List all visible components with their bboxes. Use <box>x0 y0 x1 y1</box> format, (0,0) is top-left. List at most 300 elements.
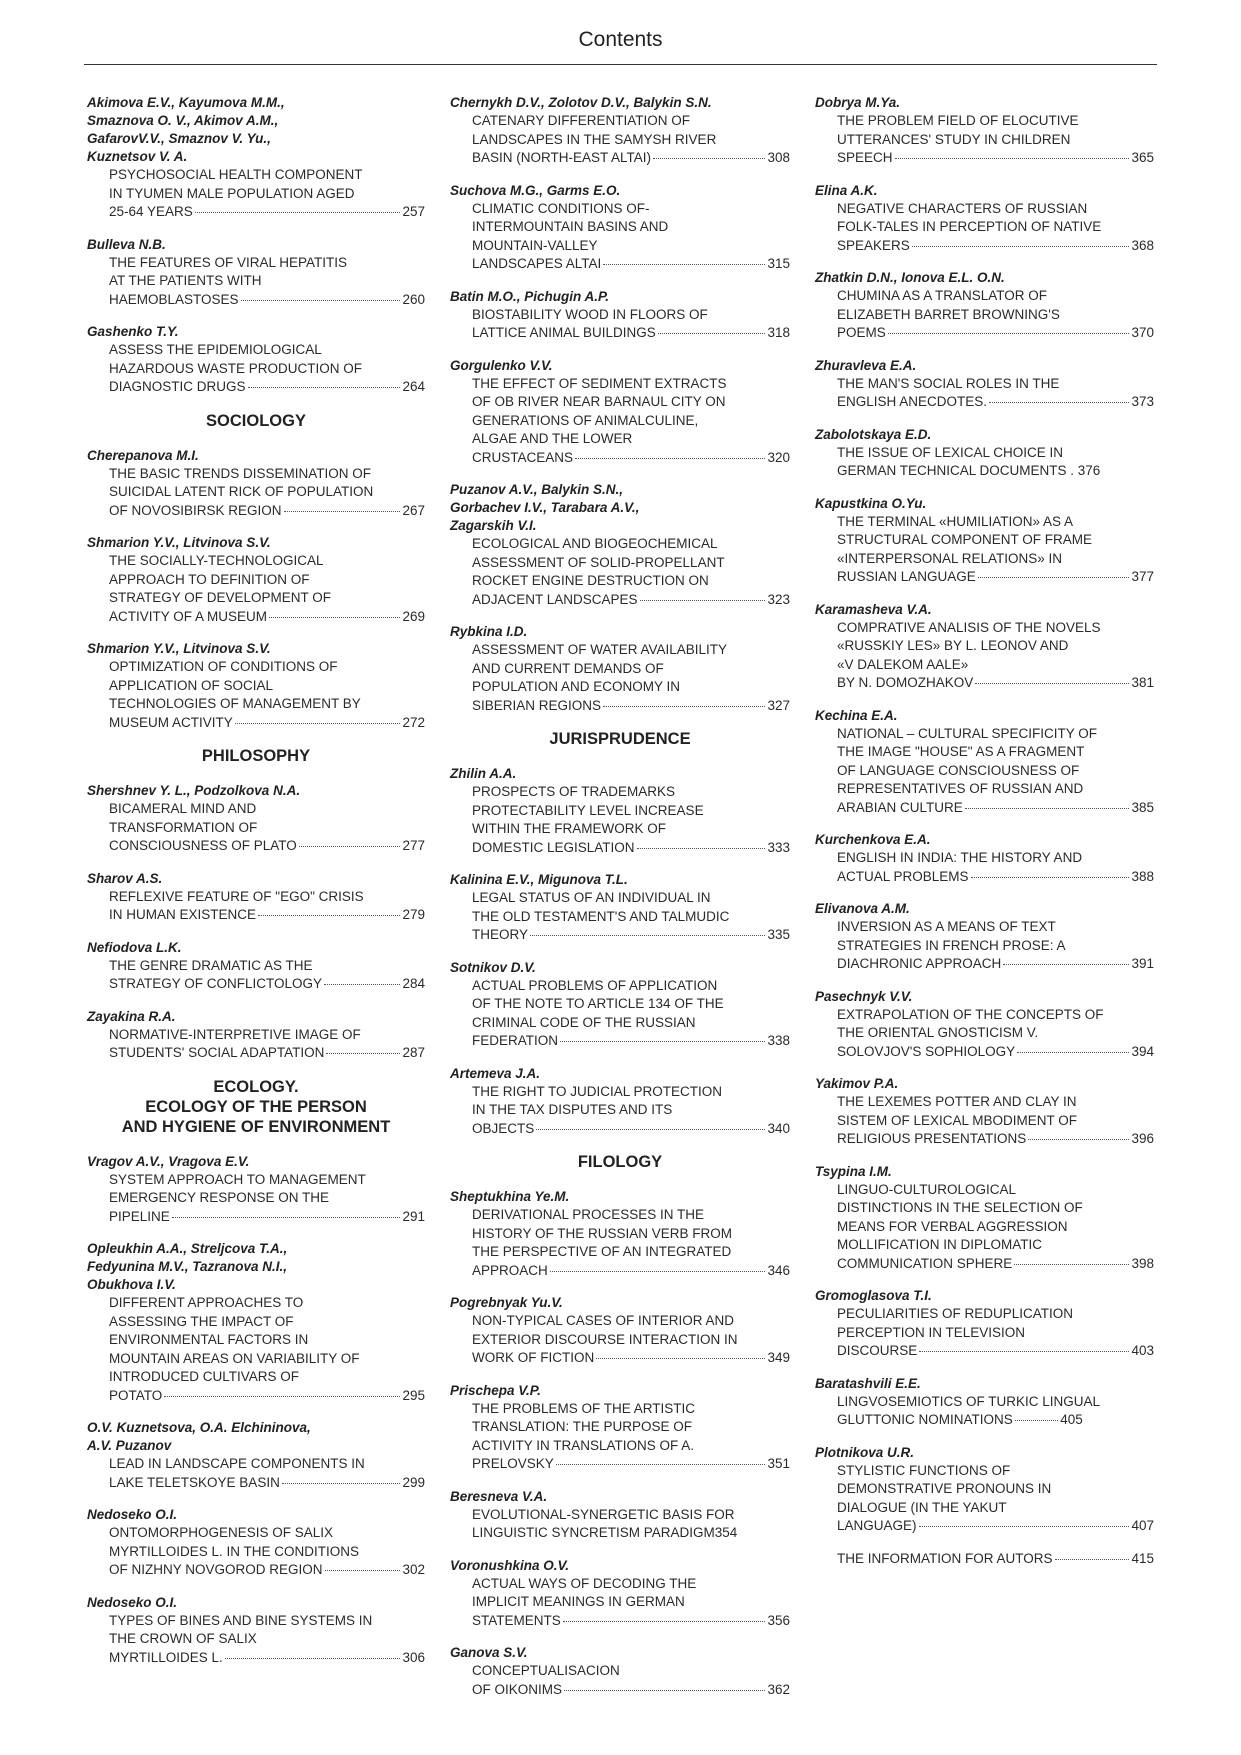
dot-leader <box>575 458 765 459</box>
entry-title-text: SOLOVJOV'S SOPHIOLOGY <box>837 1043 1016 1059</box>
entry-title-line: ALGAE AND THE LOWER <box>472 431 633 446</box>
page-number: 385 <box>1131 799 1154 815</box>
page-number: 320 <box>767 449 790 465</box>
entry-title-last-line <box>450 1612 790 1631</box>
toc-entry[interactable] <box>87 534 425 626</box>
page-number: 377 <box>1131 569 1154 584</box>
entry-title-text: ARABIAN CULTURE <box>837 799 963 815</box>
entry-title-text: RELIGIOUS PRESENTATIONS <box>837 1131 1027 1146</box>
toc-entry[interactable] <box>450 94 790 168</box>
entry-title-line: THE MAN'S SOCIAL ROLES IN THE <box>837 375 1060 391</box>
entry-title-line: ASSESSING THE IMPACT OF <box>109 1313 294 1329</box>
entry-title-last-line <box>87 1208 425 1227</box>
entry-title-text: POEMS <box>837 325 886 340</box>
entry-title-line: STYLISTIC FUNCTIONS OF <box>837 1462 1011 1478</box>
toc-entry[interactable] <box>450 1557 790 1631</box>
entry-title-last-line <box>450 324 790 343</box>
entry-title-text: POTATO <box>109 1387 163 1403</box>
toc-entry[interactable] <box>815 357 1154 412</box>
toc-entry[interactable] <box>450 288 790 343</box>
entry-title-line: STRUCTURAL COMPONENT OF FRAME <box>837 532 1093 547</box>
toc-entry[interactable] <box>450 871 790 945</box>
entry-title-text: MYRTILLOIDES L. <box>109 1649 223 1665</box>
entry-title-text: OBJECTS <box>472 1120 535 1136</box>
toc-entry[interactable] <box>87 1153 425 1227</box>
entry-authors: Tsypina I.M. <box>815 1163 892 1179</box>
entry-title-line: UTTERANCES' STUDY IN CHILDREN <box>837 131 1071 147</box>
entry-title-text: ENGLISH ANECDOTES. <box>837 394 988 409</box>
dot-leader <box>919 1526 1130 1527</box>
entry-authors: Gromoglasova T.I. <box>815 1288 932 1303</box>
toc-entry[interactable] <box>450 623 790 715</box>
page-number: 306 <box>402 1649 425 1665</box>
entry-authors: Sotnikov D.V. <box>450 959 536 975</box>
dot-leader <box>225 1658 401 1659</box>
entry-title-line: TRANSLATION: THE PURPOSE OF <box>472 1419 693 1434</box>
entry-title-line: PECULIARITIES OF REDUPLICATION <box>837 1306 1074 1321</box>
dot-leader <box>1003 964 1129 965</box>
entry-title-text: ACTUAL PROBLEMS <box>837 868 969 884</box>
toc-entry[interactable] <box>815 601 1154 693</box>
entry-title-last-line <box>87 203 425 222</box>
toc-entry[interactable] <box>87 94 425 222</box>
entry-title-last-line <box>815 1393 1154 1430</box>
page-number: 346 <box>767 1262 790 1278</box>
page-number: 405 <box>1060 1412 1083 1427</box>
entry-title-line: ACTIVITY IN TRANSLATIONS OF A. <box>472 1437 695 1453</box>
entry-authors: Akimova E.V., Kayumova M.M., Smaznova O. V., Akimov A.M., GafarovV.V., Smaznov V. Yu., Kuznetsov V. A. <box>87 95 285 164</box>
entry-title-line: STRATEGY OF DEVELOPMENT OF <box>109 590 332 605</box>
page-number: 356 <box>767 1612 790 1628</box>
entry-authors: Prischepa V.P. <box>450 1382 541 1398</box>
entry-authors: Artemeva J.A. <box>450 1065 541 1081</box>
toc-entry[interactable] <box>87 782 425 856</box>
entry-title-last-line <box>450 839 790 858</box>
entry-title-line: THE BASIC TRENDS DISSEMINATION OF <box>109 465 372 481</box>
entry-authors: Baratashvili E.E. <box>815 1375 921 1391</box>
entry-title-line: CHUMINA AS A TRANSLATOR OF <box>837 288 1048 303</box>
page-title: Contents <box>578 28 663 51</box>
dot-leader <box>235 723 401 724</box>
entry-title-line: INVERSION AS A MEANS OF TEXT <box>837 919 1056 934</box>
toc-entry[interactable] <box>87 870 425 925</box>
entry-title-text: LANGUAGE) <box>837 1518 917 1533</box>
toc-entry[interactable] <box>815 831 1154 886</box>
page-number: 388 <box>1131 868 1154 884</box>
entry-title-line: OPTIMIZATION OF CONDITIONS OF <box>109 659 338 674</box>
entry-title-line: REFLEXIVE FEATURE OF "EGO" CRISIS <box>109 888 364 904</box>
section-heading: ECOLOGY. ECOLOGY OF THE PERSON AND HYGIENE OF ENVIRONMENT <box>121 1077 391 1136</box>
entry-title-line: THE SOCIALLY-TECHNOLOGICAL <box>109 553 324 568</box>
entry-title-text: THEORY <box>472 927 529 942</box>
entry-authors: Cherepanova M.I. <box>87 447 199 463</box>
dot-leader <box>530 935 765 936</box>
dot-leader <box>1017 1052 1129 1053</box>
dot-leader <box>912 246 1130 247</box>
dot-leader <box>895 158 1130 159</box>
entry-title-text: DISCOURSE <box>837 1343 918 1358</box>
page-number: 260 <box>402 291 425 307</box>
entry-title-last-line <box>815 149 1154 168</box>
entry-title-line: ONTOMORPHOGENESIS OF SALIX <box>109 1525 334 1540</box>
entry-authors: Voronushkina O.V. <box>450 1557 570 1573</box>
page-number: 323 <box>767 591 790 607</box>
page-number: 299 <box>402 1474 425 1490</box>
entry-title-last-line <box>450 1262 790 1281</box>
entry-title-line: FOLK-TALES IN PERCEPTION OF NATIVE <box>837 219 1102 234</box>
entry-title-text: LANDSCAPES ALTAI <box>472 256 602 271</box>
entry-title-line: EXTERIOR DISCOURSE INTERACTION IN <box>472 1331 738 1347</box>
entry-authors: Plotnikova U.R. <box>815 1444 915 1460</box>
entry-title-line: ACTUAL PROBLEMS OF APPLICATION <box>472 977 718 993</box>
entry-title-line: DISTINCTIONS IN THE SELECTION OF <box>837 1200 1083 1215</box>
entry-title-line: AND CURRENT DEMANDS OF <box>472 660 664 676</box>
header-rule <box>84 64 1157 65</box>
toc-entry[interactable] <box>450 1488 790 1543</box>
entry-authors: Shershnev Y. L., Podzolkova N.A. <box>87 783 301 798</box>
entry-title-line: REPRESENTATIVES OF RUSSIAN AND <box>837 781 1084 796</box>
entry-title-line: IMPLICIT MEANINGS IN GERMAN <box>472 1594 685 1609</box>
entry-title-line: NORMATIVE-INTERPRETIVE IMAGE OF <box>109 1026 361 1042</box>
entry-title-line: GENERATIONS OF ANIMALCULINE, <box>472 412 699 428</box>
contents-column-3 <box>815 94 1154 1582</box>
dot-leader <box>653 158 765 159</box>
page-number: 398 <box>1131 1255 1154 1271</box>
entry-title-last-line <box>815 1550 1154 1569</box>
dot-leader <box>195 212 401 213</box>
toc-entry[interactable] <box>815 182 1154 256</box>
entry-authors: Batin M.O., Pichugin A.P. <box>450 288 610 304</box>
dot-leader <box>164 1396 400 1397</box>
entry-authors: Gorgulenko V.V. <box>450 357 553 373</box>
entry-authors: Pasechnyk V.V. <box>815 988 913 1004</box>
page-number: 373 <box>1131 394 1154 409</box>
entry-title-text: STATEMENTS <box>472 1612 561 1628</box>
toc-entry[interactable] <box>87 236 425 310</box>
toc-entry[interactable] <box>87 1240 425 1405</box>
entry-title-line: THE CROWN OF SALIX <box>109 1631 257 1646</box>
entry-title-last-line <box>815 868 1154 887</box>
toc-entry[interactable] <box>87 1419 425 1492</box>
dot-leader <box>282 1483 401 1484</box>
dot-leader <box>284 511 401 512</box>
entry-title-line: INTRODUCED CULTIVARS OF <box>109 1369 300 1384</box>
entry-title-line: THE PROBLEMS OF THE ARTISTIC <box>472 1400 696 1416</box>
entry-title-line: THE PERSPECTIVE OF AN INTEGRATED <box>472 1244 732 1259</box>
entry-title-text: COMMUNICATION SPHERE <box>837 1255 1013 1271</box>
entry-title-line: OF OB RIVER NEAR BARNAUL CITY ON <box>472 394 726 409</box>
entry-title-line: OF LANGUAGE CONSCIOUSNESS OF <box>837 762 1080 778</box>
entry-title-line: DEMONSTRATIVE PRONOUNS IN <box>837 1481 1052 1496</box>
entry-title-line: MOLLIFICATION IN DIPLOMATIC <box>837 1237 1043 1252</box>
toc-entry[interactable] <box>450 1644 790 1699</box>
dot-leader <box>248 387 401 388</box>
entry-authors: Suchova M.G., Garms E.O. <box>450 182 621 198</box>
entry-title-line: EMERGENCY RESPONSE ON THE <box>109 1190 330 1205</box>
page-number: 257 <box>402 204 425 219</box>
entry-title-line: APPROACH TO DEFINITION OF <box>109 571 310 587</box>
entry-title-line: ENVIRONMENTAL FACTORS IN <box>109 1332 309 1347</box>
entry-title-text: CONSCIOUSNESS OF PLATO <box>109 838 297 853</box>
entry-title-text: STUDENTS' SOCIAL ADAPTATION <box>109 1045 325 1060</box>
entry-authors: Opleukhin A.A., Streljcova T.A., Fedyunina M.V., Tazranova N.I., Obukhova I.V. <box>87 1241 288 1292</box>
toc-entry[interactable] <box>815 900 1154 974</box>
entry-title-last-line <box>815 1043 1154 1062</box>
entry-title-line: ROCKET ENGINE DESTRUCTION ON <box>472 573 709 588</box>
entry-title-line: «RUSSKIY LES» BY L. LEONOV AND <box>837 638 1069 653</box>
entry-title-text: PIPELINE <box>109 1208 170 1224</box>
toc-entry[interactable] <box>450 1065 790 1139</box>
dot-leader <box>603 706 765 707</box>
entry-title-text: SPEAKERS <box>837 237 910 253</box>
toc-entry[interactable] <box>450 765 790 857</box>
entry-title-last-line <box>450 1349 790 1368</box>
entry-title-text: SIBERIAN REGIONS <box>472 697 602 713</box>
dot-leader <box>560 1041 765 1042</box>
entry-title-text: HAEMOBLASTOSES <box>109 291 239 307</box>
entry-title-line: THE ISSUE OF LEXICAL CHOICE IN <box>837 444 1064 460</box>
toc-entry[interactable] <box>815 1550 1154 1569</box>
dot-leader <box>640 600 766 601</box>
entry-title-line: LINGUISTIC SYNCRETISM PARADIGM354 <box>472 1525 738 1540</box>
entry-title-text: RUSSIAN LANGUAGE <box>837 569 976 584</box>
entry-title-line: BICAMERAL MIND AND <box>109 801 257 816</box>
page-number: 291 <box>402 1208 425 1224</box>
page-number: 277 <box>402 838 425 853</box>
entry-title-last-line <box>87 502 425 521</box>
entry-authors: Zhilin A.A. <box>450 766 517 781</box>
entry-title-line: THE ORIENTAL GNOSTICISM V. <box>837 1025 1039 1040</box>
entry-title-text: FEDERATION <box>472 1033 559 1048</box>
toc-entry[interactable] <box>450 1188 790 1280</box>
page-number: 396 <box>1131 1131 1154 1146</box>
dot-leader <box>888 333 1130 334</box>
toc-entry[interactable] <box>87 1008 425 1063</box>
dot-leader <box>637 848 766 849</box>
entry-title-line: DIFFERENT APPROACHES TO <box>109 1295 304 1310</box>
entry-title-line: LANDSCAPES IN THE SAMYSH RIVER <box>472 131 717 147</box>
dot-leader <box>258 915 400 916</box>
page-number: 415 <box>1131 1550 1154 1566</box>
page-number: 338 <box>767 1033 790 1048</box>
entry-title-line: CATENARY DIFFERENTIATION OF <box>472 113 691 128</box>
dot-leader <box>269 617 400 618</box>
contents-column-1 <box>87 94 425 1681</box>
dot-leader <box>536 1129 765 1130</box>
toc-entry[interactable] <box>87 323 425 397</box>
entry-title-text: 25-64 YEARS <box>109 204 193 219</box>
toc-entry[interactable] <box>815 988 1154 1062</box>
entry-title-last-line <box>87 837 425 856</box>
dot-leader <box>241 300 401 301</box>
dot-leader <box>1028 1139 1129 1140</box>
toc-entry[interactable] <box>87 447 425 521</box>
entry-title-line: NATIONAL – CULTURAL SPECIFICITY OF <box>837 725 1098 741</box>
entry-title-line: INTERMOUNTAIN BASINS AND <box>472 219 669 234</box>
toc-entry[interactable] <box>450 1382 790 1474</box>
entry-title-line: TYPES OF BINES AND BINE SYSTEMS IN <box>109 1612 373 1628</box>
entry-title-line: ECOLOGICAL AND BIOGEOCHEMICAL <box>472 536 718 551</box>
entry-title-line: POPULATION AND ECONOMY IN <box>472 679 681 694</box>
entry-title-last-line <box>450 591 790 610</box>
toc-entry[interactable] <box>815 1444 1154 1536</box>
toc-entry[interactable] <box>815 1287 1154 1361</box>
entry-title-line: MOUNTAIN AREAS ON VARIABILITY OF <box>109 1350 360 1366</box>
dot-leader <box>1015 1420 1058 1421</box>
toc-entry[interactable] <box>815 1375 1154 1430</box>
entry-title-line: ASSESSMENT OF SOLID-PROPELLANT <box>472 554 725 570</box>
entry-title-last-line <box>450 449 790 468</box>
section-heading: JURISPRUDENCE <box>549 730 691 748</box>
entry-title-text: LINGVOSEMIOTICS OF TURKIC LINGUAL GLUTTONIC NOMINATIONS <box>837 1393 1100 1427</box>
entry-title-line: PSYCHOSOCIAL HEALTH COMPONENT <box>109 167 363 182</box>
entry-title-line: SISTEM OF LEXICAL MBODIMENT OF <box>837 1112 1078 1128</box>
entry-title-line: OF THE NOTE TO ARTICLE 134 OF THE <box>472 996 724 1011</box>
page-number: 264 <box>402 379 425 394</box>
entry-authors: Shmarion Y.V., Litvinova S.V. <box>87 641 271 656</box>
dot-leader <box>299 846 401 847</box>
entry-title-last-line <box>815 393 1154 412</box>
page-number: 302 <box>402 1562 425 1577</box>
entry-title-text: APPROACH <box>472 1262 548 1278</box>
page-number: 391 <box>1131 956 1154 971</box>
entry-title-line: THE PROBLEM FIELD OF ELOCUTIVE <box>837 113 1079 128</box>
page-number: 403 <box>1131 1343 1154 1358</box>
entry-title-line: LINGUO-CULTUROLOGICAL <box>837 1181 1017 1197</box>
section-heading: PHILOSOPHY <box>201 747 311 765</box>
toc-entry[interactable] <box>450 959 790 1051</box>
entry-title-last-line <box>87 975 425 994</box>
entry-authors: Kalinina E.V., Migunova T.L. <box>450 872 628 887</box>
entry-title-line: ASSESS THE EPIDEMIOLOGICAL <box>109 342 322 357</box>
toc-entry[interactable] <box>87 640 425 732</box>
entry-authors: Shmarion Y.V., Litvinova S.V. <box>87 535 271 550</box>
entry-title-last-line <box>815 1255 1154 1274</box>
entry-title-text: BASIN (NORTH-EAST ALTAI) <box>472 150 652 165</box>
dot-leader <box>563 1621 766 1622</box>
dot-leader <box>971 877 1130 878</box>
entry-title-text: DIAGNOSTIC DRUGS <box>109 379 246 394</box>
toc-entry[interactable] <box>815 426 1154 481</box>
entry-title-last-line <box>450 1681 790 1700</box>
toc-entry[interactable] <box>815 1075 1154 1149</box>
entry-title-line: CONCEPTUALISACION <box>472 1663 620 1678</box>
toc-entry[interactable] <box>450 481 790 609</box>
page-number: 284 <box>402 976 425 991</box>
toc-entry[interactable] <box>815 1163 1154 1274</box>
page-number: 279 <box>402 907 425 922</box>
entry-title-last-line <box>450 1455 790 1474</box>
entry-authors: Puzanov A.V., Balykin S.N., Gorbachev I.V., Tarabara A.V., Zagarskih V.I. <box>450 482 640 533</box>
entry-title-line: «INTERPERSONAL RELATIONS» IN <box>837 550 1063 566</box>
toc-entry[interactable] <box>815 269 1154 343</box>
toc-entry[interactable] <box>450 357 790 468</box>
dot-leader <box>564 1690 765 1691</box>
entry-authors: Nedoseko O.I. <box>87 1594 178 1610</box>
entry-title-line: IN TYUMEN MALE POPULATION AGED <box>109 185 355 201</box>
entry-authors: Rybkina I.D. <box>450 624 528 639</box>
toc-entry[interactable] <box>450 182 790 274</box>
page-number: 318 <box>767 325 790 340</box>
entry-title-text: LAKE TELETSKOYE BASIN <box>109 1474 280 1490</box>
entry-title-text: WORK OF FICTION <box>472 1350 595 1365</box>
entry-title-line: ACTUAL WAYS OF DECODING THE <box>472 1575 697 1591</box>
entry-authors: Zhuravleva E.A. <box>815 357 917 373</box>
entry-title-line: THE OLD TESTAMENT'S AND TALMUDIC <box>472 908 730 924</box>
entry-title-line: CLIMATIC CONDITIONS OF- <box>472 200 650 216</box>
page-number: 327 <box>767 697 790 713</box>
toc-entry[interactable] <box>815 94 1154 168</box>
page-number: 394 <box>1131 1043 1154 1059</box>
entry-authors: Nedoseko O.I. <box>87 1507 178 1522</box>
entry-title-text: BY N. DOMOZHAKOV <box>837 675 974 690</box>
entry-title-text: OF OIKONIMS <box>472 1681 563 1697</box>
entry-title-line: TECHNOLOGIES OF MANAGEMENT BY <box>109 696 361 711</box>
toc-entry[interactable] <box>87 1594 425 1668</box>
entry-authors: Yakimov P.A. <box>815 1076 899 1091</box>
entry-title-line: CRIMINAL CODE OF THE RUSSIAN <box>472 1014 696 1030</box>
entry-title-line: THE RIGHT TO JUDICIAL PROTECTION <box>472 1083 723 1099</box>
entry-authors: Kurchenkova E.A. <box>815 832 931 847</box>
entry-authors: Elivanova A.M. <box>815 901 910 916</box>
page-number: 308 <box>767 150 790 165</box>
entry-title-line: PERCEPTION IN TELEVISION <box>837 1324 1026 1340</box>
entry-title-line: «V DALEKOM AALE» <box>837 656 969 672</box>
entry-title-last-line <box>87 906 425 925</box>
entry-title-line: THE LEXEMES POTTER AND CLAY IN <box>837 1094 1077 1109</box>
entry-authors: Sharov A.S. <box>87 870 163 886</box>
entry-authors: Ganova S.V. <box>450 1645 528 1660</box>
entry-authors: Zhatkin D.N., Ionova E.L. O.N. <box>815 270 1005 285</box>
page-number: 349 <box>767 1350 790 1365</box>
toc-entry[interactable] <box>815 495 1154 587</box>
entry-title-text: IN HUMAN EXISTENCE <box>109 907 257 922</box>
entry-title-line: TRANSFORMATION OF <box>109 819 258 835</box>
dot-leader <box>1014 1264 1129 1265</box>
entry-title-line: NEGATIVE CHARACTERS OF RUSSIAN <box>837 200 1088 216</box>
entry-title-line: LEAD IN LANDSCAPE COMPONENTS IN <box>109 1456 365 1471</box>
page-number: 407 <box>1131 1518 1154 1533</box>
entry-title-text: OF NIZHNY NOVGOROD REGION <box>109 1562 323 1577</box>
toc-entry[interactable] <box>87 939 425 994</box>
entry-title-line: COMPRATIVE ANALISIS OF THE NOVELS <box>837 619 1101 635</box>
dot-leader <box>975 683 1129 684</box>
entry-title-last-line <box>815 324 1154 343</box>
toc-entry[interactable] <box>87 1506 425 1580</box>
entry-title-line: PROSPECTS OF TRADEMARKS <box>472 784 676 799</box>
entry-title-text: DOMESTIC LEGISLATION <box>472 839 635 855</box>
page-number: 381 <box>1131 675 1154 690</box>
toc-entry[interactable] <box>815 707 1154 818</box>
page-number: 295 <box>402 1387 425 1403</box>
dot-leader <box>556 1464 766 1465</box>
entry-title-text: SPEECH <box>837 150 893 165</box>
entry-title-line: MEANS FOR VERBAL AGGRESSION <box>837 1218 1068 1234</box>
toc-entry[interactable] <box>450 1294 790 1368</box>
entry-title-last-line <box>815 674 1154 693</box>
entry-title-line: THE EFFECT OF SEDIMENT EXTRACTS <box>472 375 727 391</box>
page-number: 267 <box>402 502 425 518</box>
entry-authors: Karamasheva V.A. <box>815 601 932 617</box>
entry-authors: Kapustkina O.Yu. <box>815 495 927 511</box>
entry-title-line: WITHIN THE FRAMEWORK OF <box>472 821 666 836</box>
dot-leader <box>550 1271 766 1272</box>
entry-title-text: CRUSTACEANS <box>472 449 574 465</box>
entry-title-line: HISTORY OF THE RUSSIAN VERB FROM <box>472 1225 733 1241</box>
entry-authors: Chernykh D.V., Zolotov D.V., Balykin S.N. <box>450 95 712 110</box>
entry-title-last-line <box>815 955 1154 974</box>
entry-title-last-line <box>87 608 425 627</box>
